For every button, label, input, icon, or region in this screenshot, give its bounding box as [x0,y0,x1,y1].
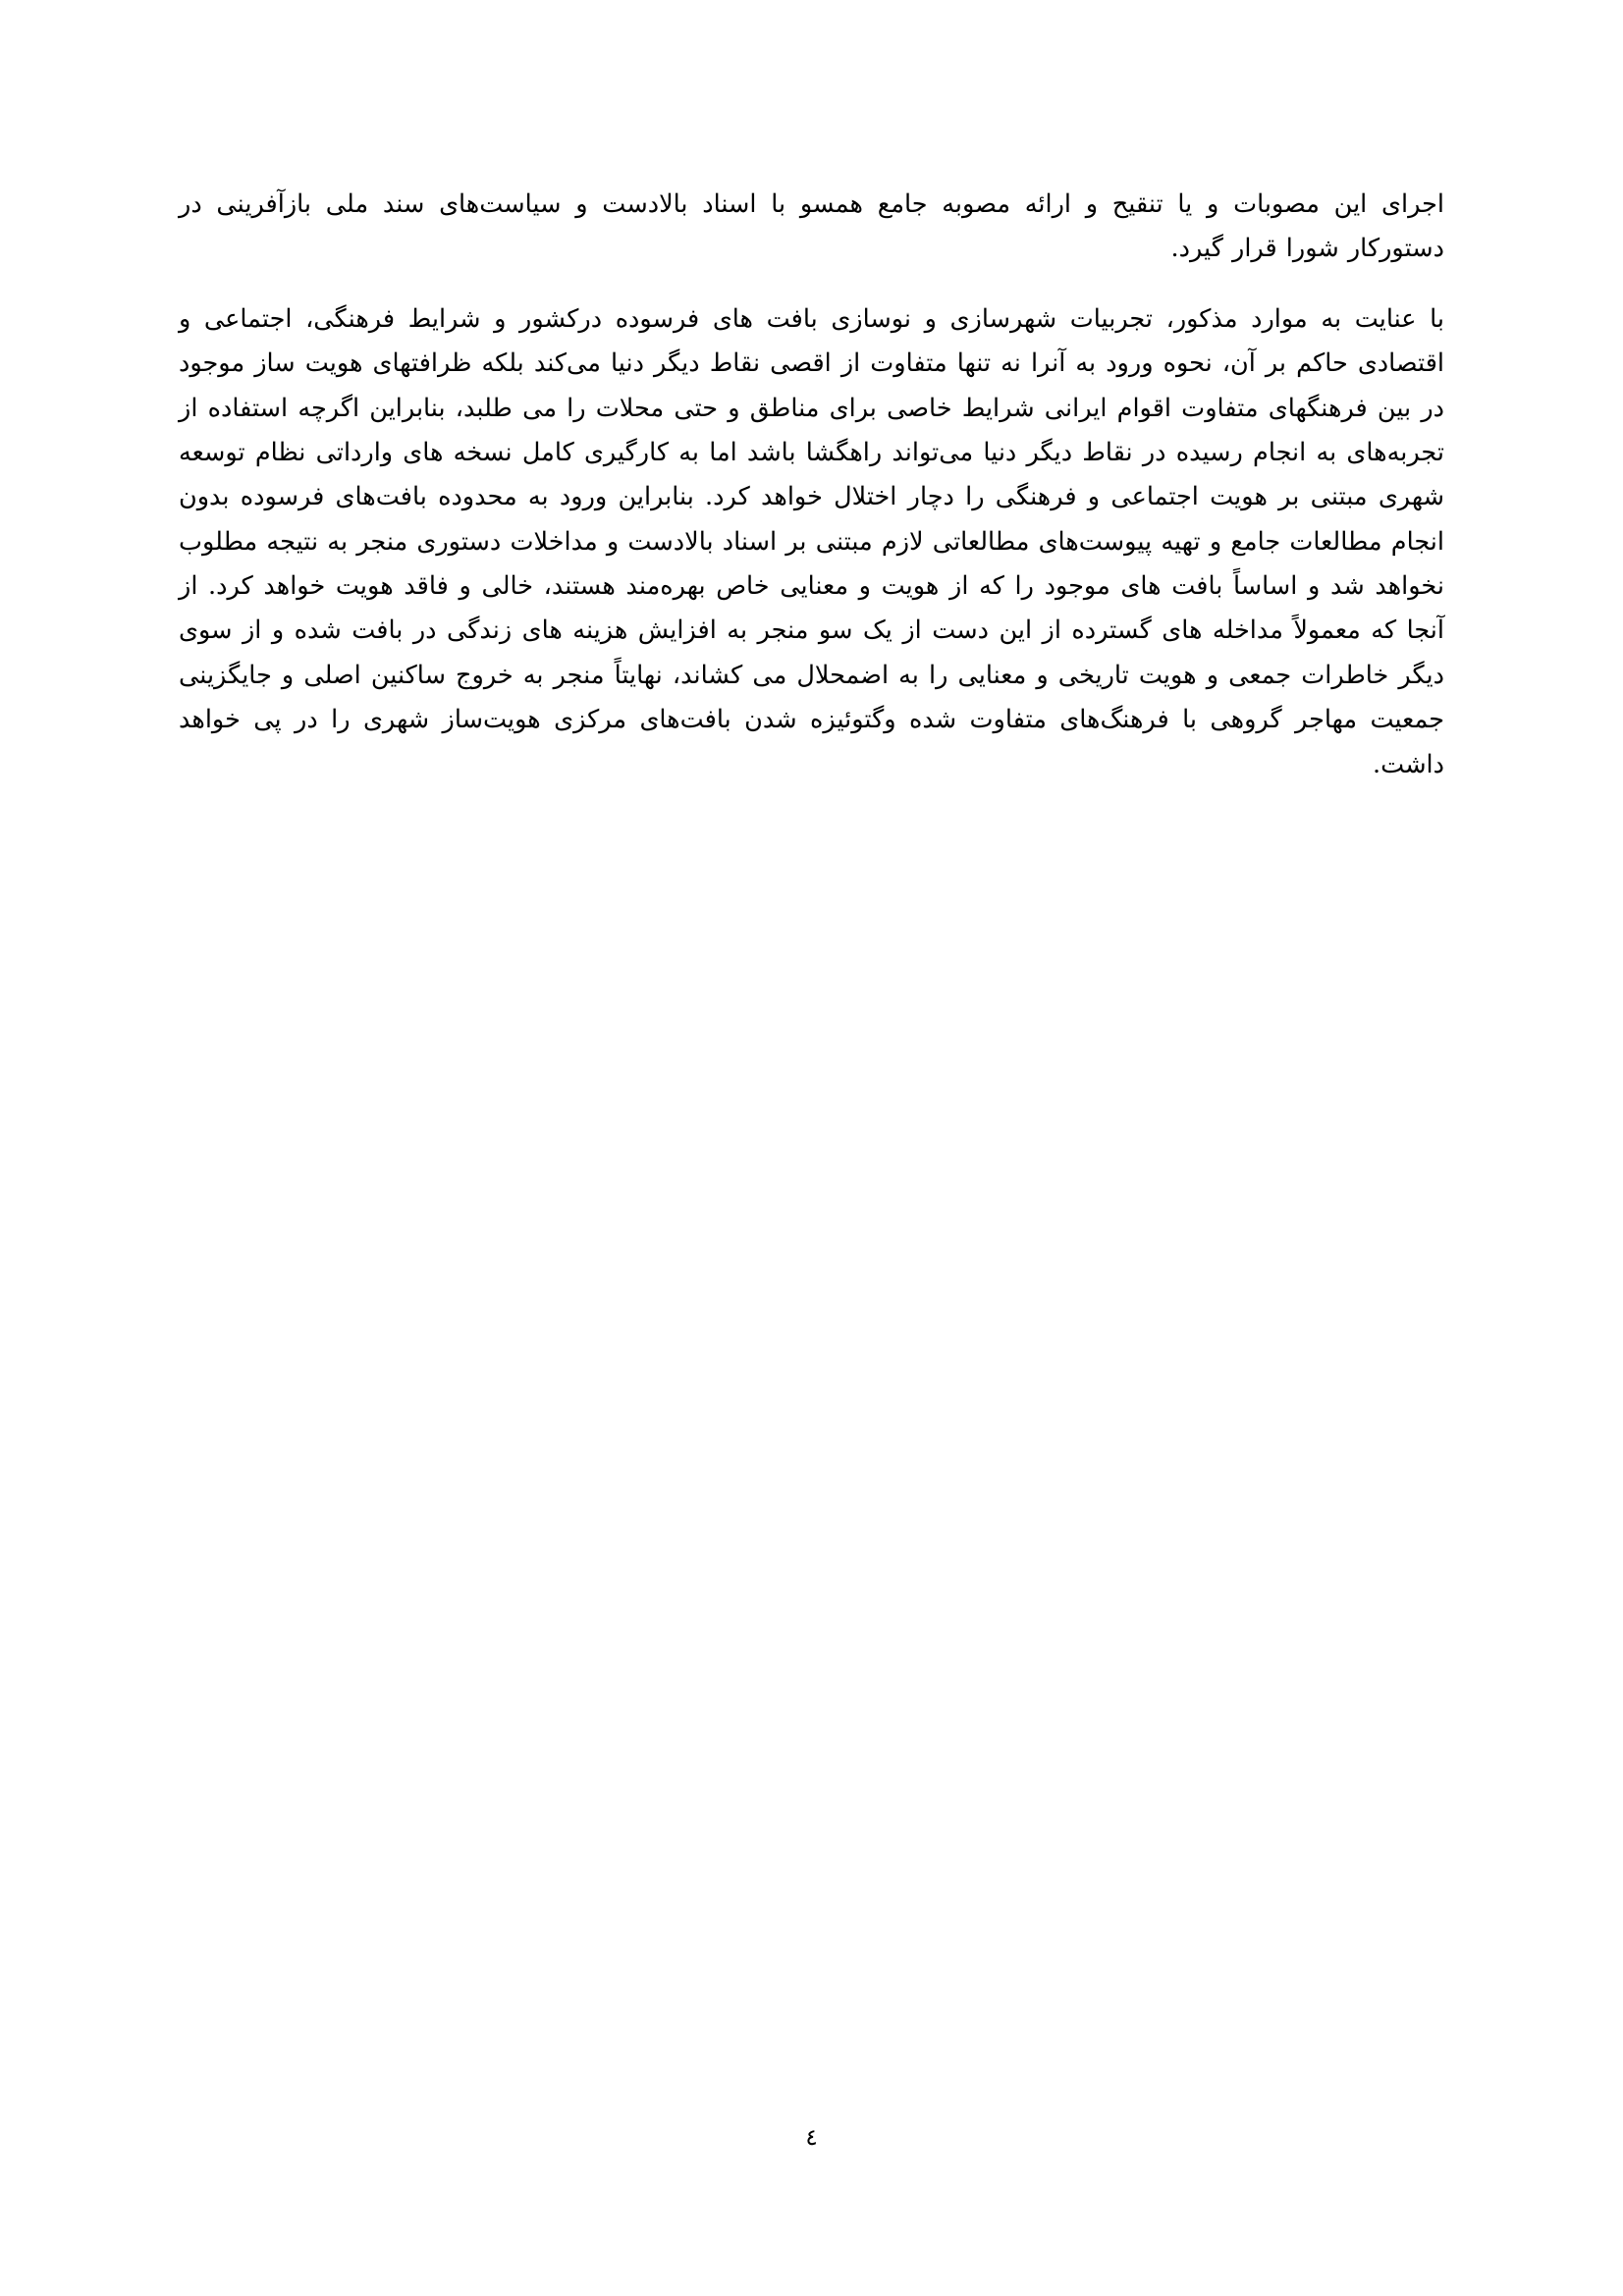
page-number: ٤ [805,2125,818,2151]
document-body [179,183,1444,787]
paragraph-1: اجرای این مصوبات و یا تنقیح و ارائه مصوبه جامع همسو با اسناد بالادست و سیاست‌های سند ملی بازآفرینی در دستورکار شورا قرار گیرد. [179,189,1444,264]
paragraph-2: با عنایت به موارد مذکور، تجربیات شهرسازی و نوسازی بافت های فرسوده درکشور و شرایط فرهنگی، اجتماعی و اقتصادی حاکم بر آن، نحوه ورود به آنرا نه تنها متفاوت از اقصی نقاط دیگر دنیا می‌کند بلکه ظرافتهای هویت ساز موجود در بین فرهنگهای متفاوت اقوام ایرانی شرایط خاصی برای مناطق و حتی محلات را می طلبد، بنابراین اگرچه استفاده از تجربه‌های به انجام رسیده در نقاط دیگر دنیا می‌تواند راهگشا باشد اما به کارگیری کامل نسخه های وارداتی نظام توسعه شهری مبتنی بر هویت اجتماعی و فرهنگی را دچار اختلال خواهد کرد. بنابراین ورود به محدوده بافت‌های فرسوده بدون انجام مطالعات جامع و تهیه پیوست‌های مطالعاتی لازم مبتنی بر اسناد بالادست و مداخلات دستوری منجر به نتیجه مطلوب نخواهد شد و اساساً بافت های موجود را که از هویت و معنایی خاص بهره‌مند هستند، خالی و فاقد هویت خواهد کرد. از آنجا که معمولاً مداخله های گسترده از این دست از یک سو منجر به افزایش هزینه های زندگی در بافت شده و از سوی دیگر خاطرات جمعی و هویت تاریخی و معنایی را به اضمحلال می کشاند، نهایتاً منجر به خروج ساکنین اصلی و جایگزینی جمعیت مهاجر گروهی با فرهنگ‌های متفاوت شده وگتوئیزه شدن بافت‌های مرکزی هویت‌ساز شهری را در پی خواهد داشت. [179,303,1444,779]
